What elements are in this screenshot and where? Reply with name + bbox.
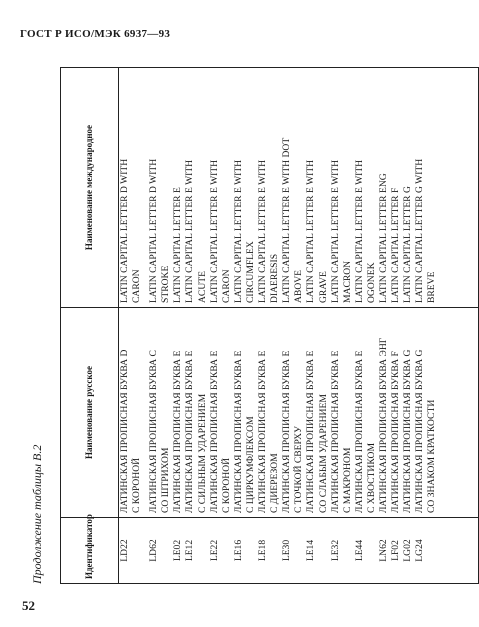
table-closing-cell (438, 518, 479, 584)
russian-name-line: С ТОЧКОЙ СВЕРХУ (293, 426, 305, 513)
table-row (305, 68, 329, 584)
russian-name-line: ЛАТИНСКАЯ ПРОПИСНАЯ БУКВА Е (257, 350, 269, 513)
identifier-cell: LE14 (305, 518, 329, 584)
international-name-cell (390, 68, 402, 308)
page-number: 52 (22, 598, 35, 613)
international-name-line: DIAERESIS (269, 253, 281, 303)
international-name-cell (119, 68, 144, 308)
international-name-line: LATIN CAPITAL LETTER E WITH (257, 159, 269, 303)
international-name-line: LATIN CAPITAL LETTER E (172, 187, 184, 303)
table-row (143, 68, 172, 584)
international-name-cell (354, 68, 378, 308)
identifier-cell: LD62 (143, 518, 172, 584)
russian-name-line: ЛАТИНСКАЯ ПРОПИСНАЯ БУКВА Е (172, 350, 184, 513)
table-caption: Продолжение таблицы В.2 (30, 444, 44, 584)
international-name-line: LATIN CAPITAL LETTER D WITH (148, 158, 160, 303)
international-name-cell (257, 68, 281, 308)
international-name-cell (233, 68, 257, 308)
table-row (209, 68, 233, 584)
identifier-cell: LE16 (233, 518, 257, 584)
identifier-cell: LE18 (257, 518, 281, 584)
table-closing-row (438, 68, 479, 584)
table-header-row (61, 68, 119, 584)
international-name-line: LATIN CAPITAL LETTER G WITH (414, 158, 426, 303)
russian-name-cell (119, 308, 144, 518)
russian-name-line: ЛАТИНСКАЯ ПРОПИСНАЯ БУКВА Е (208, 350, 220, 513)
table-row (330, 68, 354, 584)
russian-name-line: С КОРОНОЙ (131, 457, 143, 513)
column-header-identifier: Идентификатор (61, 518, 119, 584)
international-name-line: LATIN CAPITAL LETTER E WITH (232, 159, 244, 303)
international-name-line: LATIN CAPITAL LETTER E WITH (305, 159, 317, 303)
table-row (257, 68, 281, 584)
international-name-cell (378, 68, 390, 308)
international-name-line: LATIN CAPITAL LETTER E WITH (329, 159, 341, 303)
document-header: ГОСТ Р ИСО/МЭК 6937—93 (20, 28, 171, 40)
russian-name-line: ЛАТИНСКАЯ ПРОПИСНАЯ БУКВА Е (353, 350, 365, 513)
russian-name-line: ЛАТИНСКАЯ ПРОПИСНАЯ БУКВА D (119, 349, 130, 513)
international-name-line: OGONEK (365, 262, 377, 303)
russian-name-line: ЛАТИНСКАЯ ПРОПИСНАЯ БУКВА Е (184, 350, 196, 513)
russian-name-cell (143, 308, 172, 518)
russian-name-line: ЛАТИНСКАЯ ПРОПИСНАЯ БУКВА G (414, 349, 426, 513)
international-name-cell (172, 68, 184, 308)
russian-name-line: С ХВОСТИКОМ (365, 443, 377, 513)
international-name-line: BREVE (426, 271, 438, 303)
rotated-table-page (30, 68, 438, 584)
russian-name-line: СО ШТРИХОМ (160, 447, 172, 513)
identifier-cell: LN62 (378, 518, 390, 584)
identifier-cell: LD22 (119, 518, 144, 584)
russian-name-cell (209, 308, 233, 518)
international-name-line: LATIN CAPITAL LETTER D WITH (119, 158, 130, 303)
international-name-line: CARON (220, 269, 232, 303)
table-body (119, 68, 479, 584)
international-name-cell (184, 68, 208, 308)
russian-name-cell (378, 308, 390, 518)
russian-name-cell (257, 308, 281, 518)
table-row (172, 68, 184, 584)
international-name-line: LATIN CAPITAL LETTER E WITH DOT (281, 137, 293, 303)
identifier-cell: LE12 (184, 518, 208, 584)
russian-name-line: ЛАТИНСКАЯ ПРОПИСНАЯ БУКВА Е (281, 350, 293, 513)
russian-name-line: С СИЛЬНЫМ УДАРЕНИЕМ (196, 393, 208, 513)
russian-name-line: СО ЗНАКОМ КРАТКОСТИ (426, 399, 438, 513)
identifier-cell: LG24 (414, 518, 438, 584)
russian-name-line: С ДИЕРЕЗОМ (269, 453, 281, 513)
table-row (390, 68, 402, 584)
international-name-line: LATIN CAPITAL LETTER G (402, 186, 414, 303)
international-name-line: CIRCUMFLEX (244, 241, 256, 303)
identifier-cell: LE32 (330, 518, 354, 584)
international-name-line: LATIN CAPITAL LETTER E WITH (208, 159, 220, 303)
russian-name-line: ЛАТИНСКАЯ ПРОПИСНАЯ БУКВА Е (329, 350, 341, 513)
table-row (402, 68, 414, 584)
identifier-cell: LE44 (354, 518, 378, 584)
international-name-cell (402, 68, 414, 308)
international-name-cell (305, 68, 329, 308)
identifier-cell: LE02 (172, 518, 184, 584)
russian-name-cell (354, 308, 378, 518)
international-name-line: MACRON (341, 260, 353, 303)
international-name-cell (330, 68, 354, 308)
russian-name-cell (402, 308, 414, 518)
table-closing-cell (438, 308, 479, 518)
international-name-cell (414, 68, 438, 308)
russian-name-cell (305, 308, 329, 518)
table-row (184, 68, 208, 584)
international-name-line: LATIN CAPITAL LETTER F (390, 187, 402, 303)
russian-name-line: С ЦИРКУМФЛЕКСОМ (244, 416, 256, 513)
identifier-cell: LF02 (390, 518, 402, 584)
identifier-cell: LG02 (402, 518, 414, 584)
russian-name-line: ЛАТИНСКАЯ ПРОПИСНАЯ БУКВА ЭНГ (377, 337, 389, 513)
russian-name-cell (184, 308, 208, 518)
character-names-table (60, 67, 479, 584)
international-name-cell (281, 68, 305, 308)
russian-name-cell (172, 308, 184, 518)
identifier-cell: LE30 (281, 518, 305, 584)
russian-name-line: С КОРОНОЙ (220, 457, 232, 513)
international-name-line: GRAVE (317, 271, 329, 303)
international-name-line: STROKE (160, 265, 172, 303)
table-row (233, 68, 257, 584)
international-name-cell (209, 68, 233, 308)
russian-name-line: ЛАТИНСКАЯ ПРОПИСНАЯ БУКВА Е (305, 350, 317, 513)
russian-name-line: СО СЛАБЫМ УДАРЕНИЕМ (317, 394, 329, 513)
russian-name-cell (281, 308, 305, 518)
identifier-cell: LE22 (209, 518, 233, 584)
table-row (119, 68, 144, 584)
table-closing-cell (438, 68, 479, 308)
international-name-line: ACUTE (196, 271, 208, 303)
international-name-line: LATIN CAPITAL LETTER E WITH (353, 159, 365, 303)
international-name-line: LATIN CAPITAL LETTER E WITH (184, 159, 196, 303)
russian-name-line: С МАКРОНОМ (341, 447, 353, 513)
table-row (414, 68, 438, 584)
table-row (354, 68, 378, 584)
russian-name-line: ЛАТИНСКАЯ ПРОПИСНАЯ БУКВА Е (232, 350, 244, 513)
international-name-line: CARON (131, 269, 143, 303)
column-header-russian-name: Наименование русское (61, 308, 119, 518)
column-header-international-name: Наименование международное (61, 68, 119, 308)
table-row (378, 68, 390, 584)
russian-name-line: ЛАТИНСКАЯ ПРОПИСНАЯ БУКВА С (148, 350, 160, 513)
russian-name-cell (414, 308, 438, 518)
international-name-line: LATIN CAPITAL LETTER ENG (377, 173, 389, 303)
russian-name-cell (233, 308, 257, 518)
russian-name-cell (390, 308, 402, 518)
international-name-cell (143, 68, 172, 308)
table-row (281, 68, 305, 584)
russian-name-line: ЛАТИНСКАЯ ПРОПИСНАЯ БУКВА F (390, 351, 402, 513)
international-name-line: ABOVE (293, 269, 305, 303)
russian-name-line: ЛАТИНСКАЯ ПРОПИСНАЯ БУКВА G (402, 349, 414, 513)
russian-name-cell (330, 308, 354, 518)
